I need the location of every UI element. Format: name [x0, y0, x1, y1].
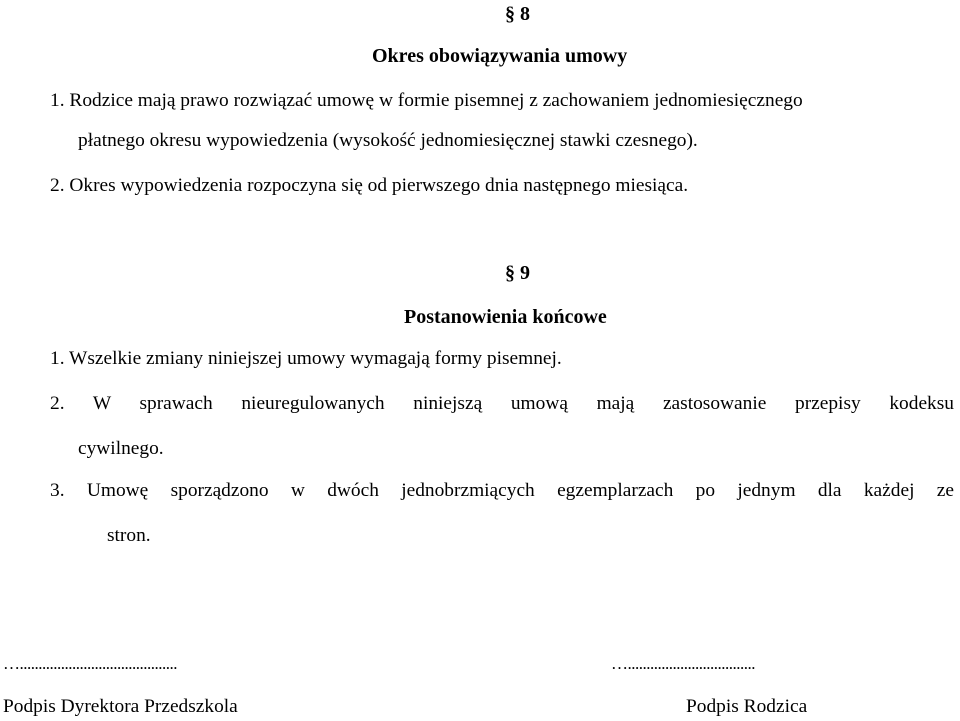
- section-8-paragraph-1-line-2: płatnego okresu wypowiedzenia (wysokość jednomiesięcznej stawki czesnego).: [78, 130, 698, 151]
- section-9-paragraph-3-line-1: 3. Umowę sporządzono w dwóch jednobrzmiących egzemplarzach po jednym dla każdej ze: [50, 480, 954, 501]
- section-8-title: Okres obowiązywania umowy: [372, 45, 628, 67]
- section-8-paragraph-2: 2. Okres wypowiedzenia rozpoczyna się od pierwszego dnia następnego miesiąca.: [50, 175, 689, 196]
- section-9-paragraph-1: 1. Wszelkie zmiany niniejszej umowy wymagają formy pisemnej.: [50, 348, 562, 369]
- section-9-number: § 9: [505, 262, 530, 284]
- section-9-paragraph-2-line-2: cywilnego.: [78, 438, 164, 459]
- section-9-title: Postanowienia końcowe: [404, 306, 607, 328]
- signature-line-parent: …..................................: [611, 654, 755, 673]
- section-9-paragraph-2-line-1: 2. W sprawach nieuregulowanych niniejszą umową mają zastosowanie przepisy kodeksu: [50, 393, 954, 414]
- section-9-paragraph-3-line-2: stron.: [107, 525, 151, 546]
- section-8-number: § 8: [505, 3, 530, 25]
- signature-line-director: …..........................................: [3, 654, 177, 673]
- signature-label-director: Podpis Dyrektora Przedszkola: [3, 696, 238, 717]
- section-8-paragraph-1-line-1: 1. Rodzice mają prawo rozwiązać umowę w formie pisemnej z zachowaniem jednomiesięcznego: [50, 90, 803, 111]
- signature-label-parent: Podpis Rodzica: [686, 696, 808, 717]
